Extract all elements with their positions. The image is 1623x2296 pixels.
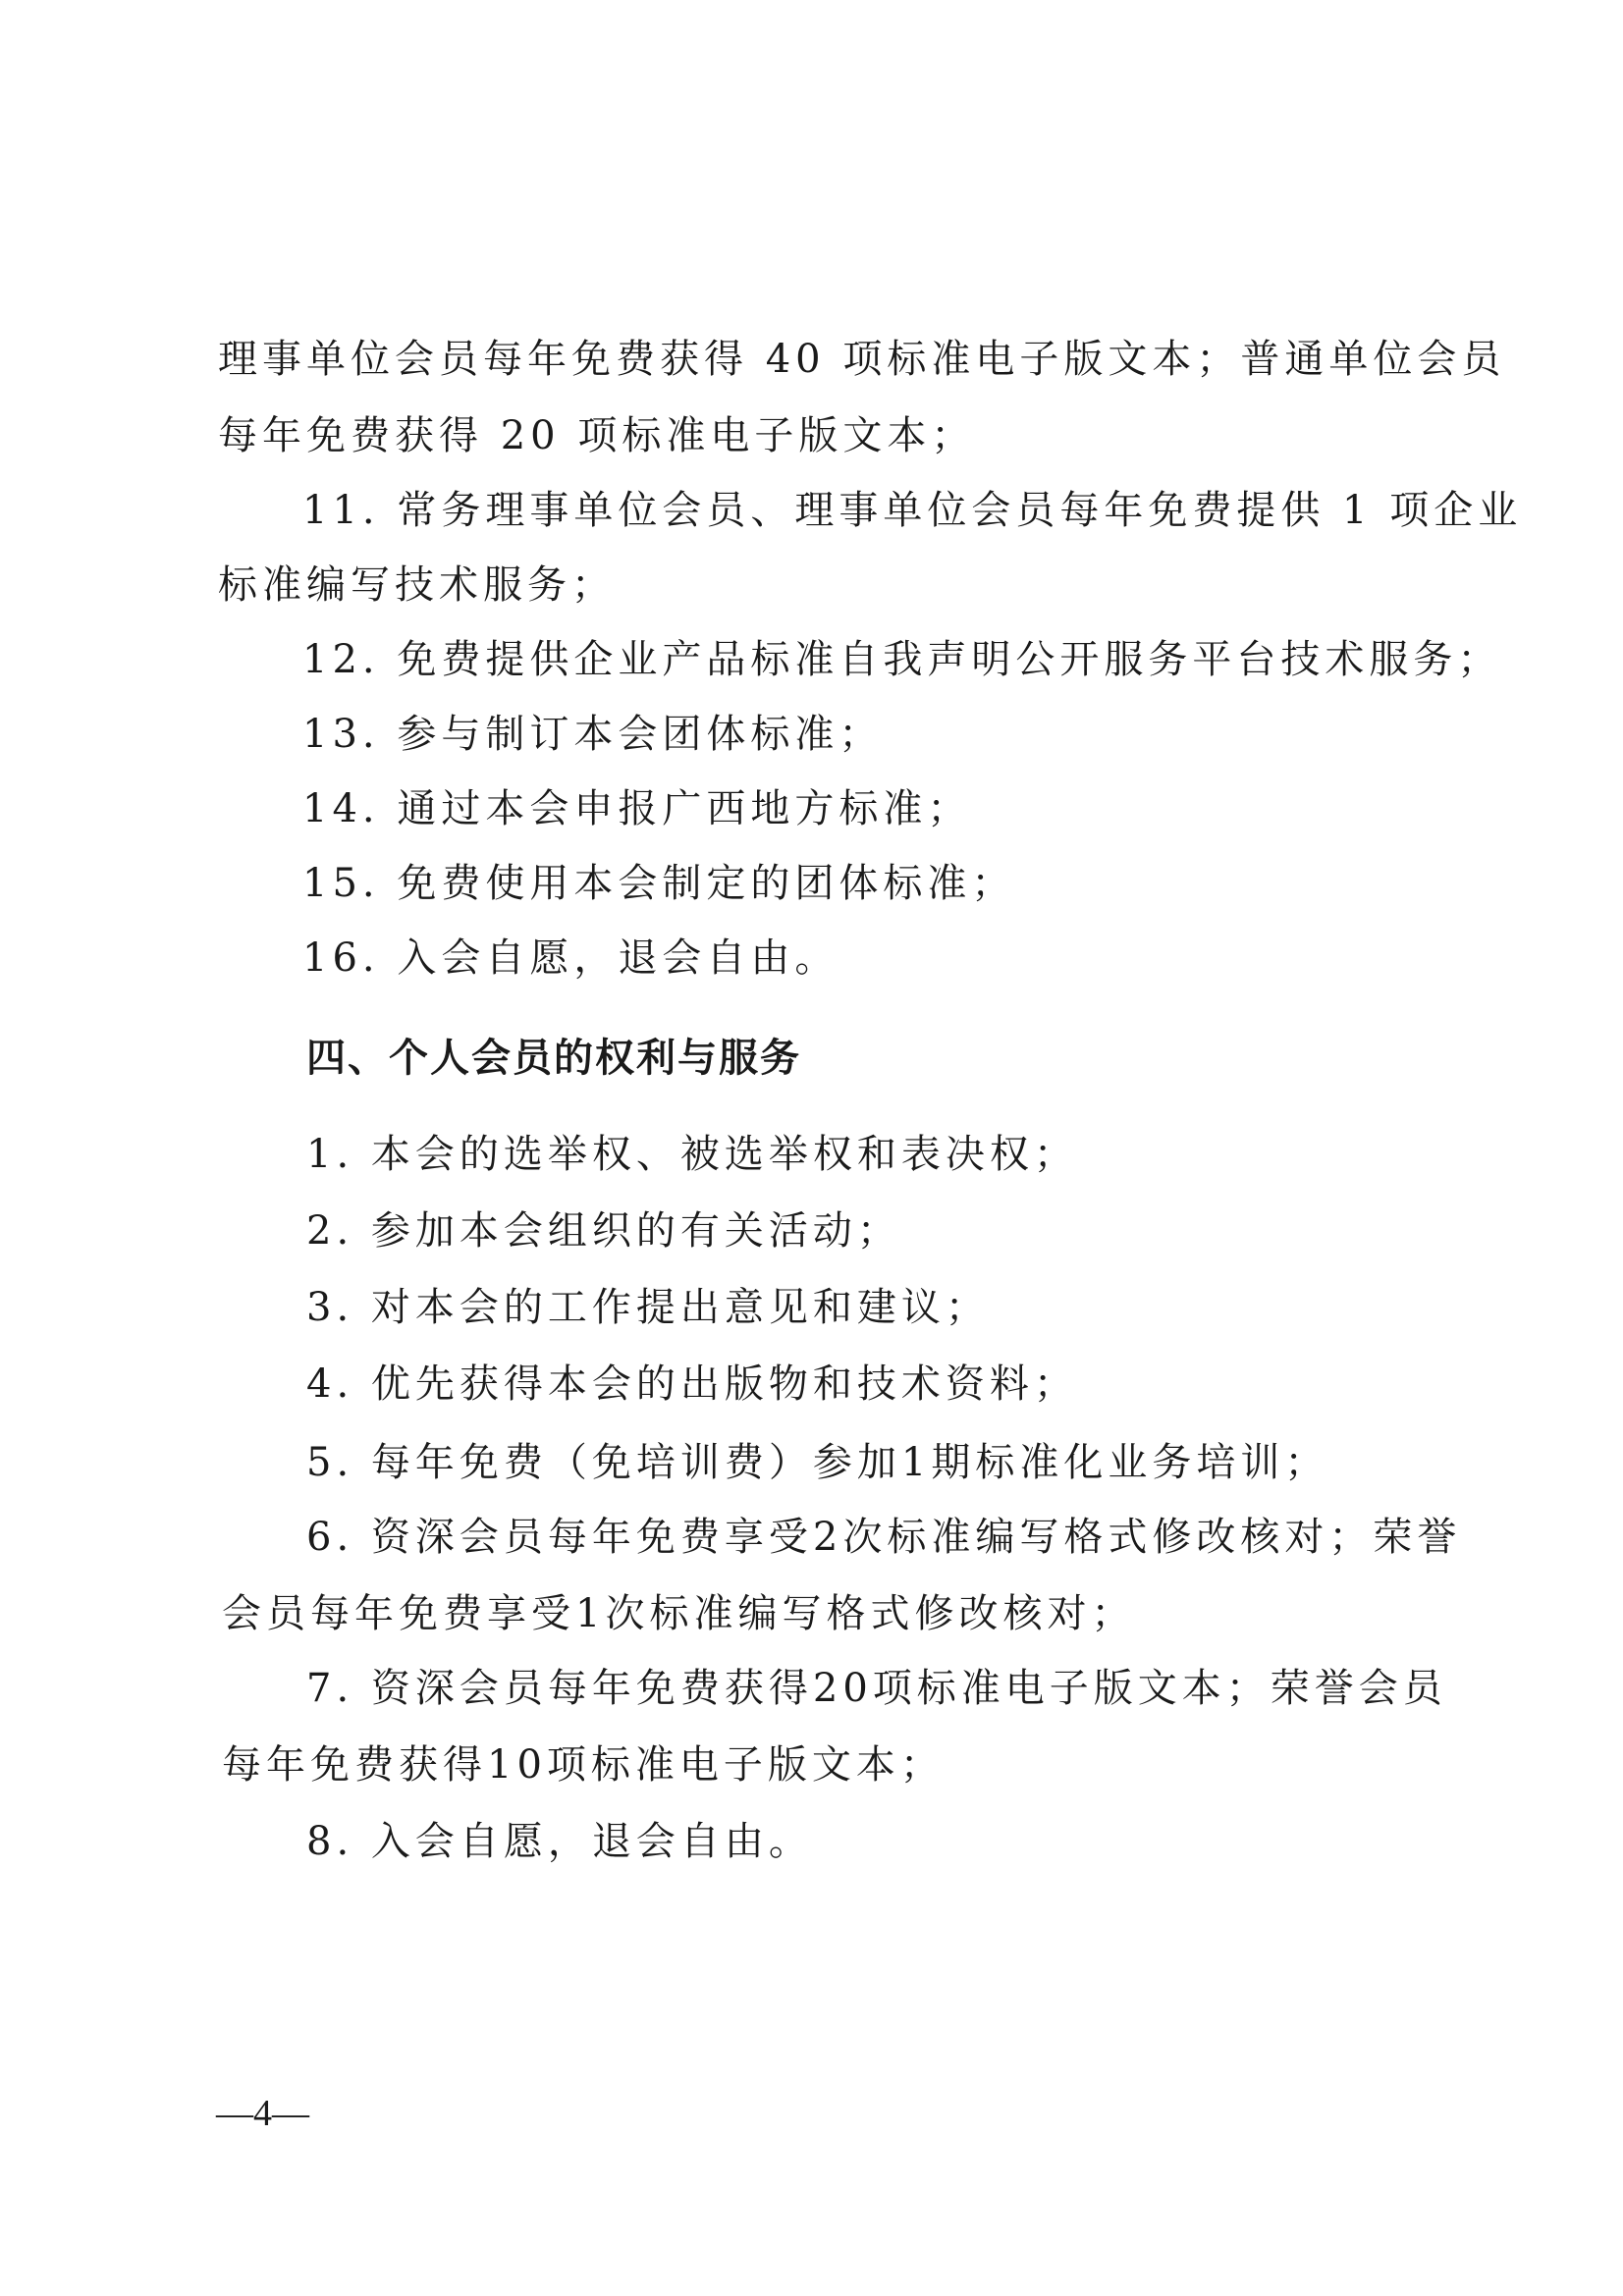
list-item-13: 13. 参与制订本会团体标准； [302, 712, 884, 757]
personal-item-1: 1. 本会的选举权、被选举权和表决权； [306, 1132, 1078, 1177]
section-heading: 四、个人会员的权利与服务 [306, 1036, 801, 1081]
list-item-12: 12. 免费提供企业产品标准自我声明公开服务平台技术服务； [302, 637, 1502, 682]
list-item-14: 14. 通过本会申报广西地方标准； [302, 786, 972, 831]
personal-item-2: 2. 参加本会组织的有关活动； [306, 1208, 901, 1254]
page-number: —4— [216, 2093, 309, 2134]
personal-item-3: 3. 对本会的工作提出意见和建议； [306, 1285, 990, 1330]
list-item-16: 16. 入会自愿，退会自由。 [302, 935, 839, 981]
list-item-11-continued: 标准编写技术服务； [218, 562, 616, 608]
personal-item-5: 5. 每年免费（免培训费）参加1期标准化业务培训； [306, 1440, 1329, 1485]
body-line-2: 每年免费获得 20 项标准电子版文本； [218, 413, 976, 458]
body-line-1: 理事单位会员每年免费获得 40 项标准电子版文本；普通单位会员 [218, 337, 1506, 382]
list-item-11: 11. 常务理事单位会员、理事单位会员每年免费提供 1 项企业 [302, 488, 1523, 533]
personal-item-6: 6. 资深会员每年免费享受2次标准编写格式修改核对；荣誉 [306, 1515, 1462, 1560]
list-item-15: 15. 免费使用本会制定的团体标准； [302, 861, 1016, 906]
personal-item-8: 8. 入会自愿，退会自由。 [306, 1819, 813, 1864]
personal-item-7-continued: 每年免费获得10项标准电子版文本； [222, 1742, 945, 1788]
personal-item-4: 4. 优先获得本会的出版物和技术资料； [306, 1362, 1078, 1407]
personal-item-7: 7. 资深会员每年免费获得20项标准电子版文本；荣誉会员 [306, 1666, 1447, 1711]
personal-item-6-continued: 会员每年免费享受1次标准编写格式修改核对； [222, 1591, 1136, 1636]
